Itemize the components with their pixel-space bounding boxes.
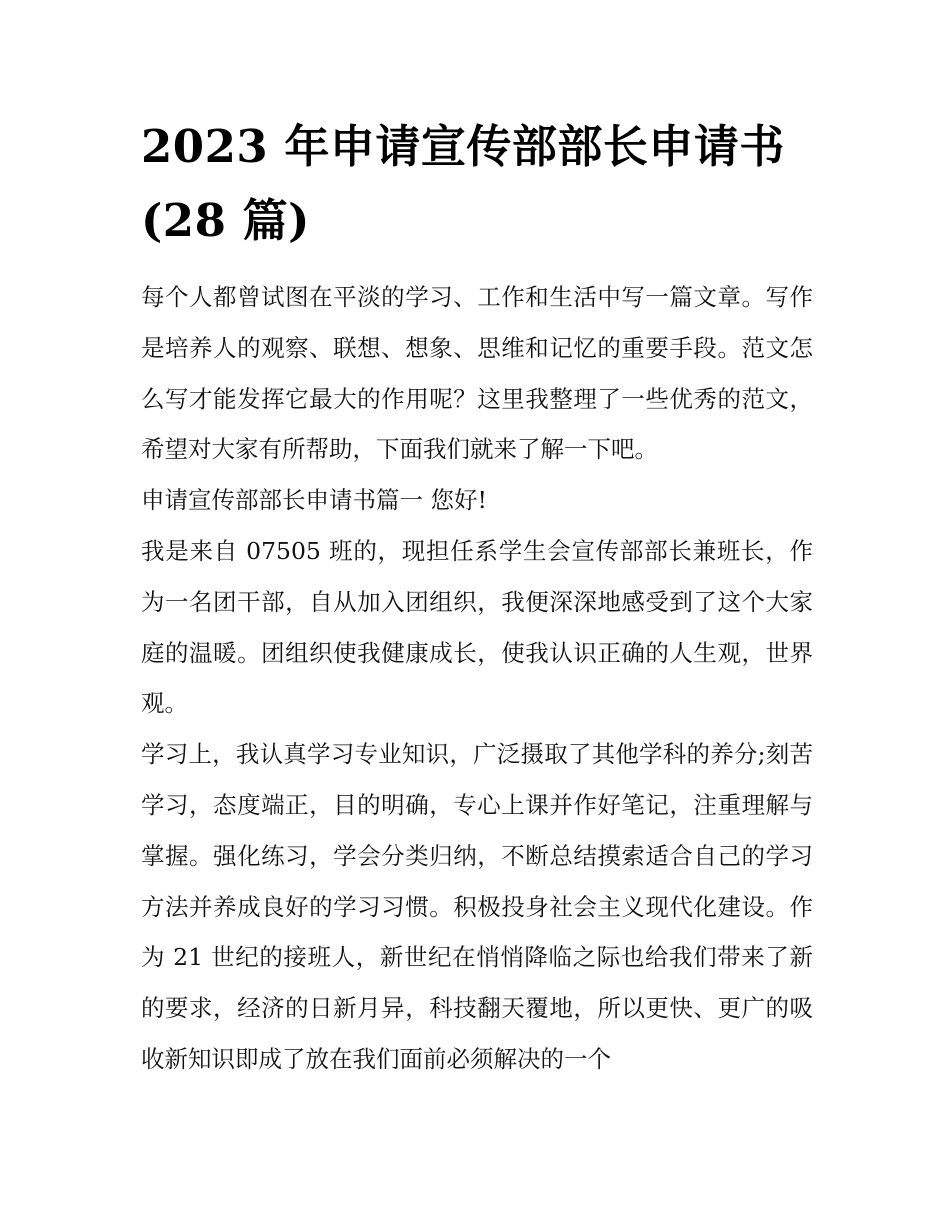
document-page [141, 110, 813, 1085]
paragraph-heading-section-one: 申请宣传部部长申请书篇一 您好! [141, 486, 487, 515]
paragraph-study: 学习上，我认真学习专业知识，广泛摄取了其他学科的养分;刻苦学习，态度端正，目的明确，专心上课并作好笔记，注重理解与掌握。强化练习，学会分类归纳，不断总结摸索适合自己的学习方法并养成良好的学习习惯。积极投身社会主义现代化建设。作为 21 世纪的接班人，新世纪在悄悄降临之际也给我们带来了新的要求，经济的日新月异，科技翻天覆地，所以更快、更广的吸收新知识即成了放在我们面前必须解决的一个 [141, 740, 813, 1073]
paragraph-intro: 每个人都曾试图在平淡的学习、工作和生活中写一篇文章。写作是培养人的观察、联想、想象、思维和记忆的重要手段。范文怎么写才能发挥它最大的作用呢？这里我整理了一些优秀的范文，希望对大家有所帮助，下面我们就来了解一下吧。 [141, 283, 813, 464]
document-title: 2023 年申请宣传部部长申请书 (28 篇) [141, 120, 785, 247]
document-body [141, 272, 813, 1085]
paragraph-self-introduction: 我是来自 07505 班的，现担任系学生会宣传部部长兼班长，作为一名团干部，自从加入团组织，我便深深地感受到了这个大家庭的温暖。团组织使我健康成长，使我认识正确的人生观，世界观。 [141, 536, 813, 718]
